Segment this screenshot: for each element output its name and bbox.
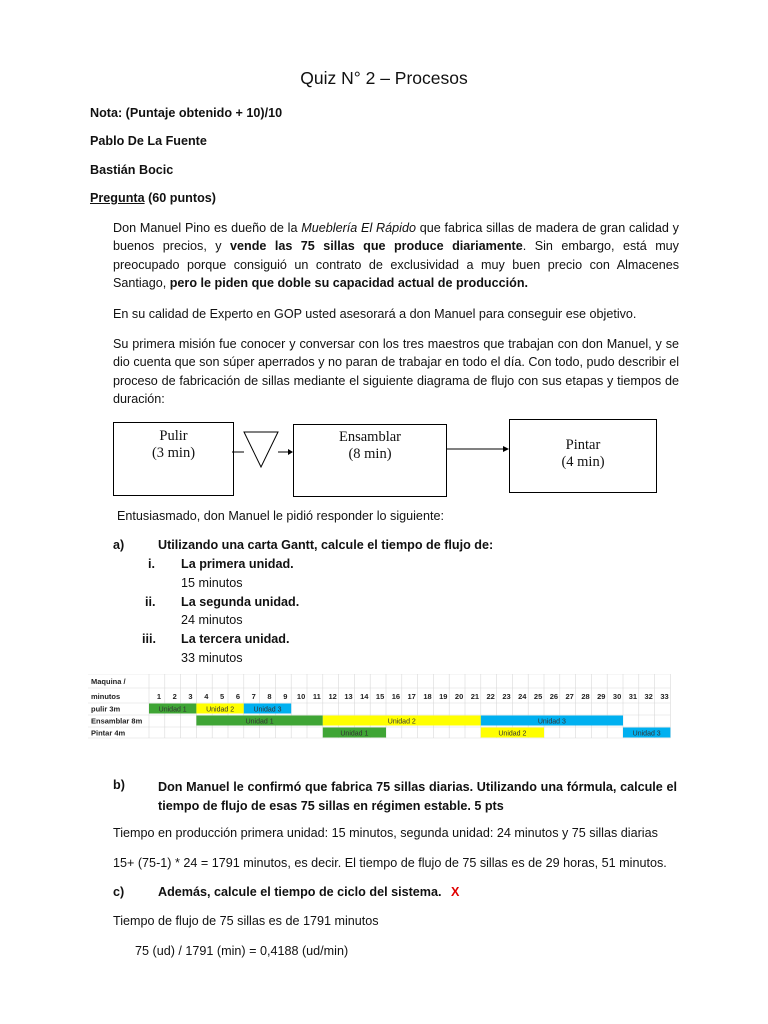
gantt-minute-label: 27 <box>565 692 574 701</box>
question-label: Pregunta <box>90 191 145 205</box>
qa-label: a) <box>113 538 125 552</box>
gantt-minute-label: 17 <box>407 692 416 701</box>
gantt-minute-label: 21 <box>470 692 480 701</box>
pintar-label: Pintar <box>565 437 601 453</box>
gantt-minute-label: 1 <box>156 692 161 701</box>
gantt-minute-label: 6 <box>235 692 240 701</box>
question-points: (60 puntos) <box>144 191 216 205</box>
gantt-minute-label: 2 <box>172 692 177 701</box>
gantt-minute-label: 29 <box>597 692 606 701</box>
qa-item-3-answer: 33 minutos <box>181 651 243 665</box>
gantt-bar-label: Unidad 1 <box>340 730 369 738</box>
gantt-header-label: Maquina / <box>91 677 126 686</box>
p1-text-2: que fabrica sillas de madera de gran calidad y buenos precios, y <box>113 221 679 254</box>
flow-box-ensamblar <box>293 424 447 497</box>
question-heading <box>90 191 216 205</box>
gantt-minute-label: 3 <box>188 692 193 701</box>
gantt-minute-label: 5 <box>220 692 225 701</box>
intro-line: Entusiasmado, don Manuel le pidió responder lo siguiente: <box>117 509 444 523</box>
pulir-label: Pulir <box>159 428 188 444</box>
pintar-time: (4 min) <box>561 454 605 470</box>
gantt-minute-label: 16 <box>391 692 401 701</box>
p1-business-name: Mueblería El Rápido <box>301 221 416 235</box>
gantt-minute-label: 28 <box>581 692 590 701</box>
grade-note: Nota: (Puntaje obtenido + 10)/10 <box>90 106 283 120</box>
flow-box-pintar <box>509 419 657 493</box>
qc-text: Además, calcule el tiempo de ciclo del sistema. <box>158 885 442 899</box>
gantt-row-label: pulir 3m <box>91 704 121 714</box>
inventory-triangle-icon <box>244 432 278 467</box>
gantt-bar-label: Unidad 1 <box>158 706 187 714</box>
qc-label: c) <box>113 885 125 899</box>
gantt-minute-label: 12 <box>328 692 337 701</box>
pulir-time: (3 min) <box>151 445 196 461</box>
qa-item-3-num: iii. <box>142 632 156 646</box>
gantt-minute-label: 18 <box>423 692 432 701</box>
qa-item-1-question: La primera unidad. <box>181 557 294 571</box>
gantt-minute-label: 33 <box>660 692 669 701</box>
p1-bold-2: pero le piden que doble su capacidad actual de producción. <box>169 276 529 291</box>
qc-answer-2: 75 (ud) / 1791 (min) = 0,4188 (ud/min) <box>135 944 349 958</box>
gantt-minute-label: 8 <box>267 692 272 701</box>
qa-item-2-answer: 24 minutos <box>181 613 243 627</box>
qa-item-1-num: i. <box>148 557 155 571</box>
gantt-minute-label: 23 <box>502 692 511 701</box>
p1-text-1: Don Manuel Pino es dueño de la <box>113 221 302 235</box>
p1-bold-1: vende las 75 sillas que produce diariamente <box>230 239 523 254</box>
paragraph-mission: Su primera misión fue conocer y conversar con los tres maestros que trabajan con don Manuel, y se dio cuenta que son súper aperrados y no paran de trabajar en todo el día. Con todo, pudo describir el proceso de fabricación de sillas mediante el siguiente diagrama de flujo con sus etapas y tiempos de duración: <box>113 337 679 407</box>
gantt-minute-label: 13 <box>344 692 353 701</box>
gantt-minute-label: 7 <box>251 692 256 701</box>
gantt-bar-label: Unidad 1 <box>245 718 274 726</box>
gantt-minute-label: 14 <box>360 692 369 701</box>
qb-answer-2: 15+ (75-1) * 24 = 1791 minutos, es decir. El tiempo de flujo de 75 sillas es de 29 horas, 51 minutos. <box>113 856 667 870</box>
wrong-mark: X <box>451 885 460 899</box>
paragraph-intro <box>113 219 679 293</box>
paragraph-objective: En su calidad de Experto en GOP usted asesorará a don Manuel para conseguir ese objetivo. <box>113 307 637 321</box>
qb-answer-1: Tiempo en producción primera unidad: 15 minutos, segunda unidad: 24 minutos y 75 sillas diarias <box>113 826 658 840</box>
gantt-minute-label: 10 <box>296 692 306 701</box>
gantt-minute-label: 11 <box>312 692 321 701</box>
gantt-minute-label: 32 <box>644 692 653 701</box>
gantt-bar-label: Unidad 2 <box>206 706 235 714</box>
gantt-minute-label: 25 <box>533 692 543 701</box>
gantt-minute-label: 20 <box>454 692 464 701</box>
qc-answer-1: Tiempo de flujo de 75 sillas es de 1791 minutos <box>113 914 379 928</box>
gantt-minute-label: 31 <box>628 692 638 701</box>
gantt-bar-label: Unidad 3 <box>632 730 661 738</box>
gantt-bar-label: Unidad 3 <box>253 706 282 714</box>
gantt-minute-label: 26 <box>549 692 559 701</box>
gantt-minute-label: 9 <box>283 692 288 701</box>
gantt-row-label: Ensamblar 8m <box>91 716 143 726</box>
gantt-row-label: Pintar 4m <box>91 728 126 738</box>
flow-box-pulir <box>113 422 234 496</box>
gantt-minute-label: 4 <box>204 692 209 701</box>
gantt-minute-label: 19 <box>439 692 448 701</box>
gantt-bar-label: Unidad 2 <box>387 718 416 726</box>
ensamblar-time: (8 min) <box>348 446 392 462</box>
gantt-bar-label: Unidad 3 <box>537 718 566 726</box>
qa-item-3-question: La tercera unidad. <box>181 632 290 646</box>
gantt-minute-label: 22 <box>486 692 495 701</box>
qb-label: b) <box>113 778 125 792</box>
gantt-minute-label: 30 <box>612 692 622 701</box>
gantt-bar-label: Unidad 2 <box>498 730 527 738</box>
qa-text: Utilizando una carta Gantt, calcule el tiempo de flujo de: <box>158 538 494 552</box>
student-name-1: Pablo De La Fuente <box>90 134 207 148</box>
gantt-chart <box>88 674 680 744</box>
qa-item-1-answer: 15 minutos <box>181 576 243 590</box>
qa-item-2-question: La segunda unidad. <box>181 595 300 609</box>
gantt-minute-label: 15 <box>375 692 385 701</box>
ensamblar-label: Ensamblar <box>338 429 401 445</box>
student-name-2: Bastián Bocic <box>90 163 174 177</box>
gantt-minute-label: 24 <box>518 692 527 701</box>
p1-text-3: . Sin embargo, está muy preocupado porque consiguió un contrato de exclusividad a muy buen precio con Almacenes Santiago, <box>113 239 679 291</box>
gantt-header-label: minutos <box>91 692 121 701</box>
page-title: Quiz N° 2 – Procesos <box>300 68 468 88</box>
qb-text: Don Manuel le confirmó que fabrica 75 sillas diarias. Utilizando una fórmula, calcule el tiempo de flujo de esas 75 sillas en régimen estable. 5 pts <box>158 780 677 813</box>
qa-item-2-num: ii. <box>145 595 156 609</box>
